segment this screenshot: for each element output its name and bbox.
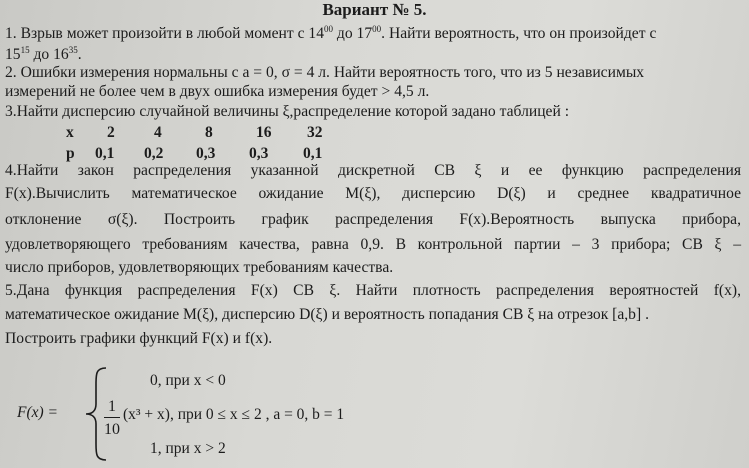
table-cell-p: 0,2 xyxy=(144,145,164,162)
table-cell-x: 8 xyxy=(205,124,213,141)
fraction-numerator: 1 xyxy=(108,398,116,415)
problem-5-line-1: 5.Дана функция распределения F(x) СВ ξ. Найти плотность распределения вероятностей f(x), xyxy=(5,282,741,299)
fraction-denominator: 10 xyxy=(104,421,120,438)
problem-1-text-b: до 17 xyxy=(333,25,373,42)
problem-4-line-3: отклонение σ(ξ). Построить график распределения F(x).Вероятность выпуска прибора, xyxy=(5,211,741,228)
problem-4-line-5: число приборов, удовлетворяющих требованиям качества. xyxy=(5,259,394,276)
problem-4-line-2: F(x).Вычислить математическое ожидание M(ξ), дисперсию D(ξ) и среднее квадратичное xyxy=(5,185,741,202)
formula-case-1: 0, при x < 0 xyxy=(150,372,226,389)
problem-1-text-f: . xyxy=(77,46,82,63)
table-x-label: x xyxy=(66,124,74,141)
variant-title: Вариант № 5. xyxy=(322,0,427,19)
fraction-bar xyxy=(104,417,120,418)
table-cell-p: 0,1 xyxy=(95,145,115,162)
interval-start-minutes: 15 xyxy=(20,45,30,55)
problem-4-line-4: удовлетворяющего требованиям качества, равна 0,9. В контрольной партии – 3 прибора; СВ ξ – xyxy=(5,236,741,253)
problem-1-line-2 xyxy=(5,41,82,64)
problem-1-text-e: до 16 xyxy=(29,46,69,63)
interval-end-minutes: 35 xyxy=(68,45,78,55)
formula-case-2: (x³ + x), при 0 ≤ x ≤ 2 , a = 0, b = 1 xyxy=(123,406,345,423)
problem-5-line-3: Построить графики функций F(x) и f(x). xyxy=(5,330,273,347)
time-start-minutes: 00 xyxy=(324,24,334,34)
table-cell-p: 0,3 xyxy=(249,145,269,162)
problem-5-line-2: математическое ожидание M(ξ), дисперсию D(ξ) и вероятность попадания СВ ξ на отрезок [a,b] . xyxy=(5,306,649,323)
problem-2-line-2: измерений не более чем в двух ошибка измерения будет > 4,5 л. xyxy=(5,83,430,100)
formula-lhs: F(x) = xyxy=(17,404,59,421)
table-p-label: p xyxy=(66,145,75,162)
problem-1-text-d: 15 xyxy=(5,46,21,63)
problem-4-line-1: 4.Найти закон распределения указанной дискретной СВ ξ и ее функцию распределения xyxy=(5,162,741,179)
table-cell-x: 4 xyxy=(154,124,162,141)
table-cell-x: 16 xyxy=(256,124,272,141)
problem-2-line-1: 2. Ошибки измерения нормальны с a = 0, σ = 4 л. Найти вероятность того, что из 5 независимых xyxy=(5,64,645,81)
table-cell-p: 0,1 xyxy=(303,145,323,162)
table-cell-x: 2 xyxy=(107,124,115,141)
problem-1-text-a: 1. Взрыв может произойти в любой момент с 14 xyxy=(5,25,325,42)
problem-1-line-1 xyxy=(5,20,656,43)
table-cell-x: 32 xyxy=(307,124,323,141)
problem-3-line-1: 3.Найти дисперсию случайной величины ξ,распределение которой задано таблицей : xyxy=(5,103,570,120)
formula-case-3: 1, при x > 2 xyxy=(150,440,226,457)
time-end-minutes: 00 xyxy=(372,24,382,34)
problem-1-text-c: . Найти вероятность, что он произойдет с xyxy=(381,25,657,42)
table-cell-p: 0,3 xyxy=(196,145,216,162)
